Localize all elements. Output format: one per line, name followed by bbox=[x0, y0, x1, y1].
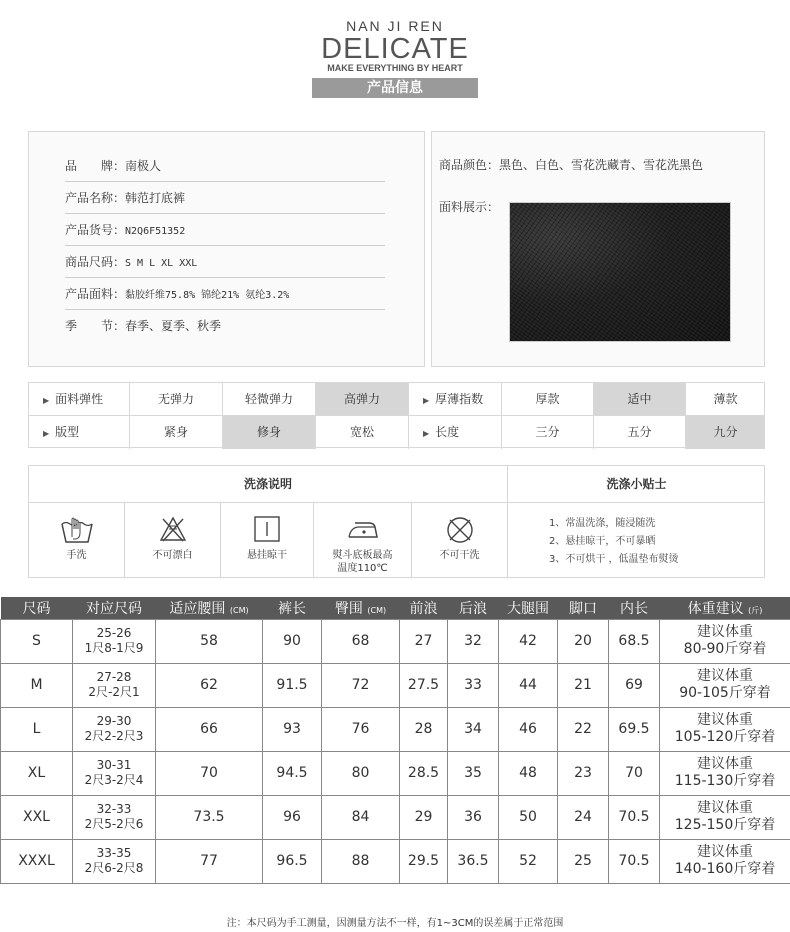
cell-corr: 25-26 1尺8-1尺9 bbox=[73, 619, 156, 663]
info-label: 商品尺码： bbox=[65, 255, 126, 269]
fabric-label: 面料展示： bbox=[439, 200, 500, 214]
cell-corr: 30-31 2尺3-2尺4 bbox=[73, 751, 156, 795]
cell-size: S bbox=[1, 619, 73, 663]
brand-name: NAN JI REN bbox=[346, 18, 444, 34]
cell-length: 96 bbox=[263, 795, 322, 839]
thickness-option-medium-selected: 适中 bbox=[594, 383, 686, 416]
info-row-sku bbox=[65, 214, 385, 246]
cell-thigh: 52 bbox=[499, 839, 558, 883]
cell-corr: 27-28 2尺-2尺1 bbox=[73, 663, 156, 707]
cell-inseam: 70.5 bbox=[609, 795, 660, 839]
no-bleach-icon bbox=[158, 515, 188, 543]
fit-option-loose: 宽松 bbox=[316, 416, 409, 449]
color-fabric-panel bbox=[431, 131, 765, 367]
col-waist: 适应腰围 (CM) bbox=[156, 597, 263, 619]
cell-front: 29 bbox=[400, 795, 448, 839]
cell-weight: 建议体重 115-130斤穿着 bbox=[660, 751, 790, 795]
cell-hip: 68 bbox=[322, 619, 400, 663]
cell-size: L bbox=[1, 707, 73, 751]
cell-inseam: 69 bbox=[609, 663, 660, 707]
cell-size: M bbox=[1, 663, 73, 707]
length-option-3: 三分 bbox=[502, 416, 594, 449]
wash-item-iron bbox=[314, 503, 412, 578]
washing-tips-title: 洗涤小贴士 bbox=[508, 466, 765, 503]
cell-weight: 建议体重 140-160斤穿着 bbox=[660, 839, 790, 883]
cell-front: 29.5 bbox=[400, 839, 448, 883]
cell-size: XL bbox=[1, 751, 73, 795]
cell-hip: 76 bbox=[322, 707, 400, 751]
elasticity-option-slight: 轻微弹力 bbox=[223, 383, 316, 416]
col-inseam: 内长 bbox=[609, 597, 660, 619]
info-row-name bbox=[65, 182, 385, 214]
cell-hip: 72 bbox=[322, 663, 400, 707]
table-row bbox=[1, 707, 790, 751]
wash-label: 不可干洗 bbox=[439, 550, 480, 561]
measurement-note: 注：本尺码为手工测量，因测量方法不一样，有1~3CM的误差属于正常范围 bbox=[226, 918, 564, 929]
table-row bbox=[1, 839, 790, 883]
info-row-sizes bbox=[65, 246, 385, 278]
divider bbox=[507, 466, 508, 578]
col-back-rise: 后浪 bbox=[448, 597, 499, 619]
fit-option-tight: 紧身 bbox=[130, 416, 223, 449]
brand-logo-text: DELICATE bbox=[321, 33, 469, 65]
cell-length: 93 bbox=[263, 707, 322, 751]
cell-hip: 80 bbox=[322, 751, 400, 795]
triangle-right-icon: ▶ bbox=[423, 429, 430, 438]
cell-back: 33 bbox=[448, 663, 499, 707]
info-value: 春季、夏季、秋季 bbox=[125, 319, 222, 333]
brand-header bbox=[0, 0, 790, 110]
elasticity-option-none: 无弹力 bbox=[130, 383, 223, 416]
cell-weight: 建议体重 90-105斤穿着 bbox=[660, 663, 790, 707]
attr-label-fit: ▶ 版型 bbox=[29, 416, 130, 449]
cell-front: 28 bbox=[400, 707, 448, 751]
cell-hem: 22 bbox=[558, 707, 609, 751]
no-dry-clean-icon bbox=[445, 515, 475, 545]
fit-option-slim-selected: 修身 bbox=[223, 416, 316, 449]
cell-waist: 58 bbox=[156, 619, 263, 663]
elasticity-option-high-selected: 高弹力 bbox=[316, 383, 409, 416]
cell-hem: 23 bbox=[558, 751, 609, 795]
triangle-right-icon: ▶ bbox=[43, 396, 50, 405]
table-row bbox=[1, 619, 790, 663]
col-length: 裤长 bbox=[263, 597, 322, 619]
info-row-season bbox=[65, 310, 385, 342]
cell-waist: 77 bbox=[156, 839, 263, 883]
washing-title: 洗涤说明 bbox=[29, 466, 507, 503]
cell-front: 27 bbox=[400, 619, 448, 663]
cell-inseam: 69.5 bbox=[609, 707, 660, 751]
fabric-swatch-image bbox=[509, 202, 731, 342]
cell-inseam: 70 bbox=[609, 751, 660, 795]
length-option-5: 五分 bbox=[594, 416, 686, 449]
tip-line: 3、不可烘干 ，低温垫布熨烫 bbox=[549, 554, 679, 565]
wash-item-no-bleach bbox=[125, 503, 221, 578]
info-label: 产品名称： bbox=[65, 191, 126, 205]
brand-tagline: MAKE EVERYTHING BY HEART bbox=[327, 63, 463, 73]
cell-size: XXL bbox=[1, 795, 73, 839]
cell-front: 27.5 bbox=[400, 663, 448, 707]
cell-hip: 88 bbox=[322, 839, 400, 883]
cell-inseam: 70.5 bbox=[609, 839, 660, 883]
cell-hem: 21 bbox=[558, 663, 609, 707]
cell-front: 28.5 bbox=[400, 751, 448, 795]
info-label: 季 节： bbox=[65, 319, 126, 333]
wash-label: 熨斗底板最高 温度110℃ bbox=[332, 550, 393, 574]
cell-back: 35 bbox=[448, 751, 499, 795]
triangle-right-icon: ▶ bbox=[423, 396, 430, 405]
info-label: 产品面料： bbox=[65, 287, 126, 301]
info-label: 产品货号： bbox=[65, 223, 126, 237]
info-row-fabric bbox=[65, 278, 385, 310]
colors-label: 商品颜色： bbox=[439, 158, 500, 172]
cell-waist: 70 bbox=[156, 751, 263, 795]
cell-back: 36.5 bbox=[448, 839, 499, 883]
cell-hip: 84 bbox=[322, 795, 400, 839]
col-hip: 臀围 (CM) bbox=[322, 597, 400, 619]
product-info-panel bbox=[28, 131, 425, 367]
thickness-option-thick: 厚款 bbox=[502, 383, 594, 416]
washing-tips bbox=[549, 515, 679, 569]
cell-thigh: 42 bbox=[499, 619, 558, 663]
wash-label: 手洗 bbox=[66, 550, 87, 561]
hang-dry-icon bbox=[253, 515, 281, 543]
table-row bbox=[1, 751, 790, 795]
size-table-header bbox=[1, 597, 790, 619]
attr-label-elasticity: ▶ 面料弹性 bbox=[29, 383, 130, 416]
info-value: 南极人 bbox=[125, 159, 162, 173]
tip-line: 2、悬挂晾干，不可暴晒 bbox=[549, 536, 656, 547]
col-hem: 脚口 bbox=[558, 597, 609, 619]
cell-size: XXXL bbox=[1, 839, 73, 883]
cell-inseam: 68.5 bbox=[609, 619, 660, 663]
thickness-option-thin: 薄款 bbox=[686, 383, 765, 416]
cell-length: 91.5 bbox=[263, 663, 322, 707]
table-row bbox=[1, 795, 790, 839]
wash-label: 不可漂白 bbox=[152, 550, 193, 561]
size-table bbox=[0, 597, 790, 884]
wash-item-hand bbox=[29, 503, 125, 578]
col-thigh: 大腿围 bbox=[499, 597, 558, 619]
triangle-right-icon: ▶ bbox=[43, 429, 50, 438]
attribute-grid bbox=[28, 382, 765, 448]
tip-line: 1、常温洗涤，随浸随洗 bbox=[549, 518, 656, 529]
col-weight: 体重建议 (斤) bbox=[660, 597, 790, 619]
cell-thigh: 48 bbox=[499, 751, 558, 795]
cell-weight: 建议体重 80-90斤穿着 bbox=[660, 619, 790, 663]
cell-thigh: 46 bbox=[499, 707, 558, 751]
info-value: 韩范打底裤 bbox=[125, 191, 186, 205]
cell-corr: 33-35 2尺6-2尺8 bbox=[73, 839, 156, 883]
cell-length: 90 bbox=[263, 619, 322, 663]
cell-corr: 29-30 2尺2-2尺3 bbox=[73, 707, 156, 751]
cell-hem: 25 bbox=[558, 839, 609, 883]
length-option-9-selected: 九分 bbox=[686, 416, 765, 449]
col-size: 尺码 bbox=[1, 597, 73, 619]
cell-back: 32 bbox=[448, 619, 499, 663]
colors-value: 黑色、白色、雪花洗藏青、雪花洗黑色 bbox=[499, 158, 704, 172]
cell-corr: 32-33 2尺5-2尺6 bbox=[73, 795, 156, 839]
cell-weight: 建议体重 105-120斤穿着 bbox=[660, 707, 790, 751]
info-value: S M L XL XXL bbox=[125, 258, 198, 269]
cell-waist: 73.5 bbox=[156, 795, 263, 839]
hand-wash-icon bbox=[60, 515, 94, 545]
wash-label: 悬挂晾干 bbox=[247, 550, 287, 561]
cell-length: 96.5 bbox=[263, 839, 322, 883]
cell-back: 34 bbox=[448, 707, 499, 751]
col-front-rise: 前浪 bbox=[400, 597, 448, 619]
cell-length: 94.5 bbox=[263, 751, 322, 795]
cell-thigh: 44 bbox=[499, 663, 558, 707]
attr-label-thickness: ▶ 厚薄指数 bbox=[409, 383, 502, 416]
cell-back: 36 bbox=[448, 795, 499, 839]
iron-icon bbox=[345, 515, 381, 541]
cell-hem: 20 bbox=[558, 619, 609, 663]
colors-row bbox=[439, 156, 703, 173]
cell-thigh: 50 bbox=[499, 795, 558, 839]
cell-weight: 建议体重 125-150斤穿着 bbox=[660, 795, 790, 839]
info-row-brand bbox=[65, 150, 385, 182]
info-value: 黏胶纤维75.8% 锦纶21% 氨纶3.2% bbox=[125, 290, 290, 301]
wash-item-no-dry-clean bbox=[412, 503, 507, 578]
col-corr-size: 对应尺码 bbox=[73, 597, 156, 619]
table-row bbox=[1, 663, 790, 707]
info-value: N2Q6F51352 bbox=[125, 226, 186, 237]
wash-item-hang-dry bbox=[221, 503, 314, 578]
section-title: 产品信息 bbox=[312, 78, 478, 98]
cell-waist: 66 bbox=[156, 707, 263, 751]
cell-waist: 62 bbox=[156, 663, 263, 707]
attr-label-length: ▶ 长度 bbox=[409, 416, 502, 449]
info-label: 品 牌： bbox=[65, 159, 126, 173]
cell-hem: 24 bbox=[558, 795, 609, 839]
